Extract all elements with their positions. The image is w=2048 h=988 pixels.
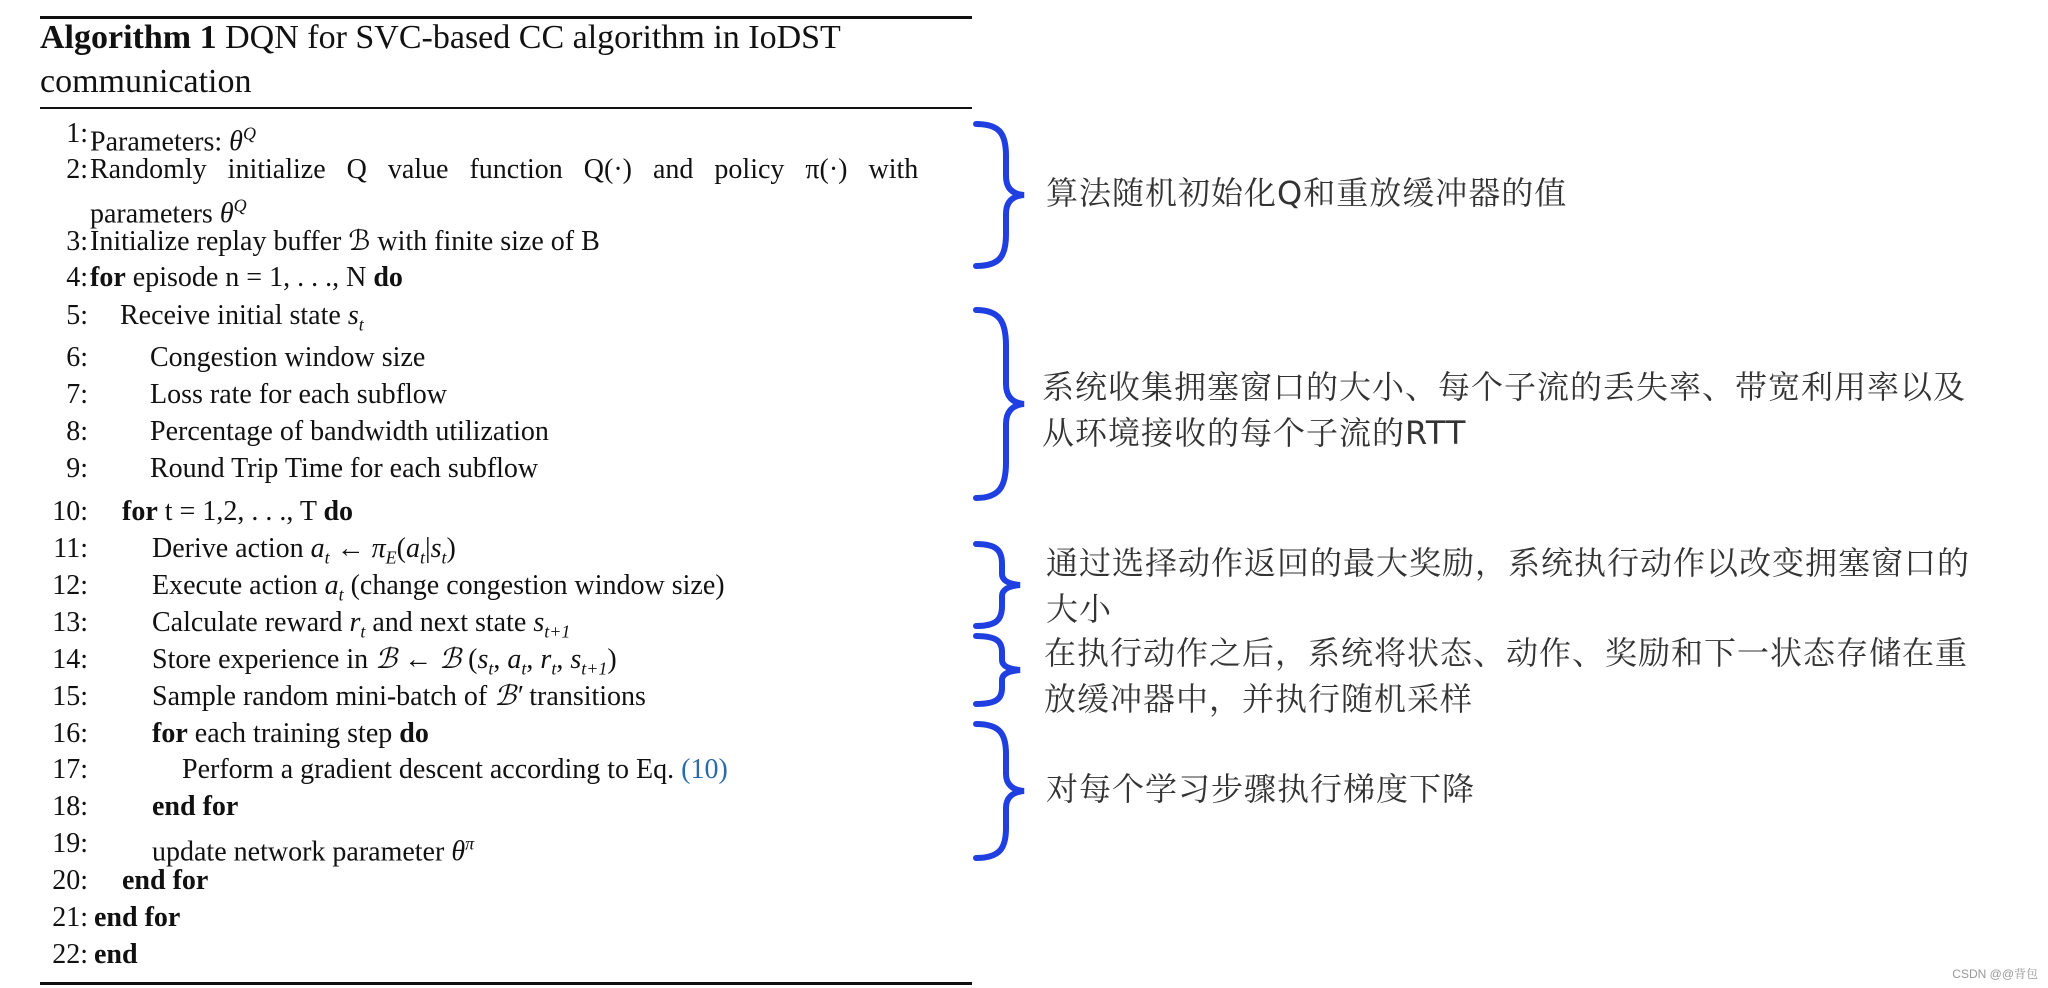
keyword: for [90,262,126,293]
equation-link[interactable]: (10) [681,754,728,785]
algorithm-title-line2: communication [40,63,252,100]
annotation-state [1042,364,1966,456]
line-number: 11: [53,533,88,564]
line-number: 22: [52,939,88,970]
line-number: 20: [52,865,88,896]
annotation-gradient [1046,766,1475,812]
algorithm-title [40,16,972,104]
line-number: 14: [52,644,88,675]
line-text: update network parameter [152,836,445,868]
annotation-line: 系统收集拥塞窗口的大小、每个子流的丢失率、带宽利用率以及 [1042,368,1967,406]
keyword: end for [94,902,181,933]
keyword: do [323,496,354,527]
annotation-line: 算法随机初始化Q和重放缓冲器的值 [1046,174,1568,212]
algo-line-16 [40,716,429,752]
annotation-line: 通过选择动作返回的最大奖励，系统执行动作以改变拥塞窗口的 [1046,544,1971,582]
keyword: end [94,939,138,970]
line-number: 5: [66,300,88,331]
line-number: 4: [66,262,88,293]
algorithm-block [40,0,972,988]
bottom-rule [40,982,972,985]
algo-line-18 [40,789,239,825]
line-text: Percentage of bandwidth utilization [150,416,549,447]
source-credit: CSDN @@背包 [1952,967,2038,981]
line-text: Derive action [152,533,304,564]
line-text: Congestion window size [150,342,426,373]
line-text: each training step [194,718,393,749]
algo-line-15: 15: Sample random mini-batch of ℬ′ transitions [40,679,88,715]
algo-line-10 [40,494,354,530]
line-number: 18: [52,791,88,822]
line-text-2: transitions [529,681,646,712]
curly-brace-icon [970,540,1030,630]
line-text: Execute action [152,570,318,601]
line-text: Parameters: [90,126,223,158]
line-number: 7: [66,379,88,410]
line-number: 16: [52,718,88,749]
line-text: Loss rate for each subflow [150,379,448,410]
line-text: Initialize replay buffer ℬ with finite size of B [90,226,600,257]
annotation-init [1046,170,1567,216]
line-number: 19: [52,828,88,859]
line-number: 9: [66,453,88,484]
line-number: 17: [52,754,88,785]
line-number: 1: [66,118,88,149]
line-text: Perform a gradient descent according to Eq. [182,754,675,785]
algo-line-2b: parameters $\theta^Q$ [90,196,247,230]
line-number: 8: [66,416,88,447]
line-text-2: (change congestion window size) [350,570,725,601]
annotation-action [1046,540,1970,632]
annotation-line: 从环境接收的每个子流的RTT [1042,414,1467,452]
keyword: end for [122,865,209,896]
algo-line-11: 11: Derive action $a_t$ ← $\pi_E(a_t|s_t)$ [40,531,88,567]
curly-brace-icon [970,306,1030,502]
line-text: Calculate reward [152,607,343,638]
algo-line-21 [40,900,181,936]
keyword: for [122,496,158,527]
algo-line-5: 5: Receive initial state $s_t$ [40,298,88,334]
line-text: parameters [90,198,213,230]
line-number: 3: [66,226,88,257]
algo-line-17 [40,752,728,788]
line-text: Round Trip Time for each subflow [150,453,539,484]
line-number: 6: [66,342,88,373]
keyword: end for [152,791,239,822]
algo-line-3 [40,224,600,260]
line-number: 15: [52,681,88,712]
keyword: do [373,262,403,293]
algo-line-9 [40,451,539,487]
algo-line-7 [40,377,448,413]
line-number: 13: [52,607,88,638]
line-text: t = 1,2, . . ., T [164,496,317,527]
line-number: 12: [52,570,88,601]
algo-line-14: 14: Store experience in ℬ ← ℬ ($s_t$, $a_t$, $r_t$, $s_{t+1}$) [40,642,88,678]
keyword: do [399,718,429,749]
curly-brace-icon [970,632,1030,708]
keyword: for [152,718,188,749]
annotation-line: 大小 [1046,590,1113,628]
algo-line-2 [40,152,919,188]
algo-line-12: 12: Execute action $a_t$ (change congestion window size) [40,568,88,604]
curly-brace-icon [970,120,1030,270]
annotation-line: 对每个学习步骤执行梯度下降 [1046,770,1476,808]
header-rule [40,107,972,109]
line-text: Randomly initialize Q value function Q(·) and policy π(·) with [90,154,919,185]
algorithm-label: Algorithm 1 [40,19,217,56]
curly-brace-icon [970,720,1030,862]
algo-line-6 [40,340,426,376]
algo-line-13: 13: Calculate reward $r_t$ and next state $s_{t+1}$ [40,605,88,641]
line-text-2: and next state [372,607,527,638]
algorithm-title-line1: DQN for SVC-based CC algorithm in IoDST [225,19,841,56]
line-number: 21: [52,902,88,933]
line-text: episode n = 1, . . ., N [132,262,367,293]
algo-line-8 [40,414,549,450]
algo-line-20 [40,863,209,899]
line-number: 10: [52,496,88,527]
algo-line-19: 19: update network parameter $\theta^\pi$ [40,826,88,862]
annotation-store [1044,630,1968,722]
algo-line-1: 1: Parameters: $\theta^Q$ [40,116,88,152]
algo-line-4 [40,260,403,296]
annotation-line: 在执行动作之后，系统将状态、动作、奖励和下一状态存储在重 [1044,634,1969,672]
line-text: Sample random mini-batch of [152,681,488,712]
line-text: Store experience in [152,644,369,675]
annotation-line: 放缓冲器中，并执行随机采样 [1044,680,1474,718]
line-text: Receive initial state [120,300,341,331]
line-number: 2: [66,154,88,185]
algo-line-22 [40,937,138,973]
